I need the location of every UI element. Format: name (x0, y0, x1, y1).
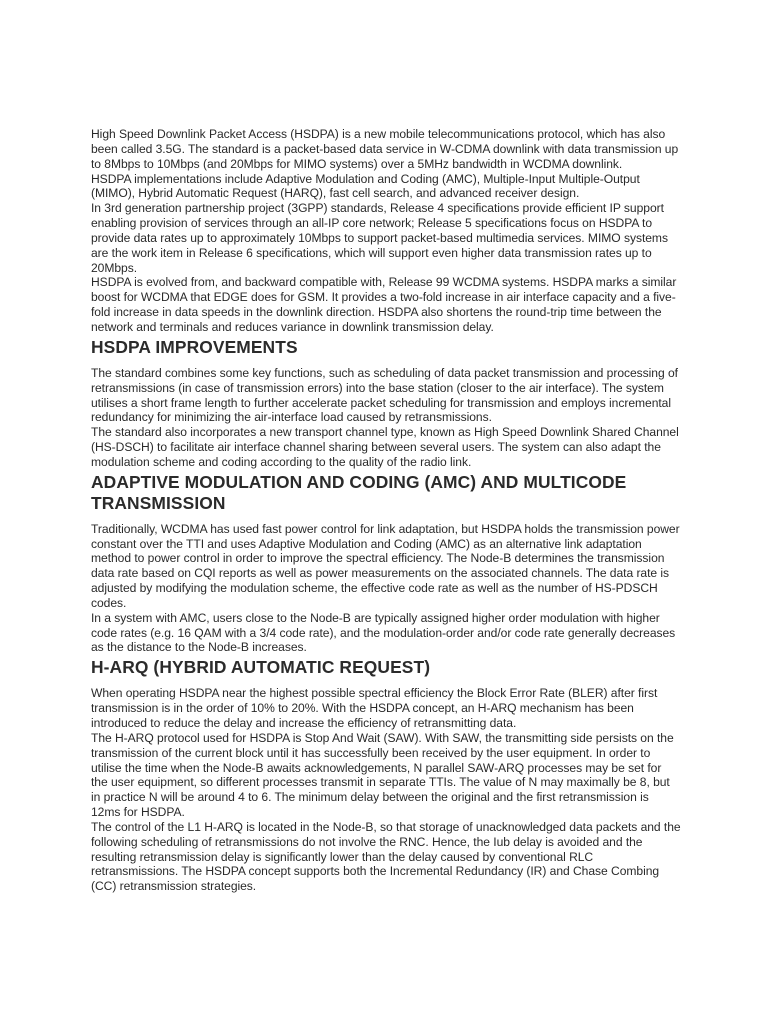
paragraph: HSDPA is evolved from, and backward compatible with, Release 99 WCDMA systems. HSDPA marks a similar boost for WCDMA that EDGE does for GSM. It provides a two-fold increase in air interface capacity and a five-fold increase in data speeds in the downlink direction. HSDPA also shortens the round-trip time between the network and terminals and reduces variance in downlink transmission delay. (91, 275, 677, 334)
improvements-section (91, 337, 681, 470)
paragraph: In a system with AMC, users close to the Node-B are typically assigned higher order modulation with higher code rates (e.g. 16 QAM with a 3/4 code rate), and the modulation-order and/or code rate generally decreases as the distance to the Node-B increases. (91, 610, 676, 655)
paragraph: HSDPA implementations include Adaptive Modulation and Coding (AMC), Multiple-Input Multiple-Output (MIMO), Hybrid Automatic Request (HARQ), fast cell search, and advanced receiver design. (91, 171, 640, 201)
section-heading: H-ARQ (HYBRID AUTOMATIC REQUEST) (91, 657, 431, 678)
paragraph: Traditionally, WCDMA has used fast power control for link adaptation, but HSDPA holds the transmission power constant over the TTI and uses Adaptive Modulation and Coding (AMC) as an alternative link adaptation method to power control in order to improve the spectral efficiency. The Node-B determines the transmission data rate based on CQI reports as well as power measurements on the associated channels. The data rate is adjusted by modifying the modulation scheme, the effective code rate as well as the number of HS-PDSCH codes. (91, 521, 680, 610)
paragraph: The H-ARQ protocol used for HSDPA is Stop And Wait (SAW). With SAW, the transmitting side persists on the transmission of the current block until it has successfully been received by the user equipment. In order to utilise the time when the Node-B awaits acknowledgements, N parallel SAW-ARQ processes may be set for the user equipment, so different processes transmit in separate TTIs. The value of N may maximally be 8, but in practice N will be around 4 to 6. The minimum delay between the original and the first retransmission is 12ms for HSDPA. (91, 730, 674, 820)
section-heading: ADAPTIVE MODULATION AND CODING (AMC) AND MULTICODE TRANSMISSION (91, 471, 627, 513)
intro-section (91, 127, 681, 335)
paragraph: The control of the L1 H-ARQ is located in the Node-B, so that storage of unacknowledged data packets and the following scheduling of retransmissions do not involve the RNC. Hence, the Iub delay is avoided and the resulting retransmission delay is significantly lower than the delay caused by conventional RLC retransmissions. The HSDPA concept supports both the Incremental Redundancy (IR) and Chase Combing (CC) retransmission strategies. (91, 819, 681, 894)
document-page (91, 127, 681, 894)
paragraph: High Speed Downlink Packet Access (HSDPA) is a new mobile telecommunications protocol, which has also been called 3.5G. The standard is a packet-based data service in W-CDMA downlink with data transmission up to 8Mbps to 10Mbps (and 20Mbps for MIMO systems) over a 5MHz bandwidth in WCDMA downlink. (91, 127, 679, 171)
paragraph: The standard also incorporates a new transport channel type, known as High Speed Downlink Shared Channel (HS-DSCH) to facilitate air interface channel sharing between several users. The system can also adapt the modulation scheme and coding according to the quality of the radio link. (91, 425, 679, 469)
paragraph: In 3rd generation partnership project (3GPP) standards, Release 4 specifications provide efficient IP support enabling provision of services through an all-IP core network; Release 5 specifications focus on HSDPA to provide data rates up to approximately 10Mbps to support packet-based multimedia services. MIMO systems are the work item in Release 6 specifications, which will support even higher data transmission rates up to 20Mbps. (91, 201, 668, 275)
paragraph: The standard combines some key functions, such as scheduling of data packet transmission and processing of retransmissions (in case of transmission errors) into the base station (closer to the air interface). The system utilises a short frame length to further accelerate packet scheduling for transmission and employs incremental redundancy for minimizing the air-interface load caused by retransmissions. (91, 365, 678, 425)
harq-section (91, 657, 681, 894)
paragraph: When operating HSDPA near the highest possible spectral efficiency the Block Error Rate (BLER) after first transmission is in the order of 10% to 20%. With the HSDPA concept, an H-ARQ mechanism has been introduced to reduce the delay and increase the efficiency of retransmitting data. (91, 686, 658, 730)
amc-section (91, 472, 681, 656)
section-heading: HSDPA IMPROVEMENTS (91, 336, 298, 357)
